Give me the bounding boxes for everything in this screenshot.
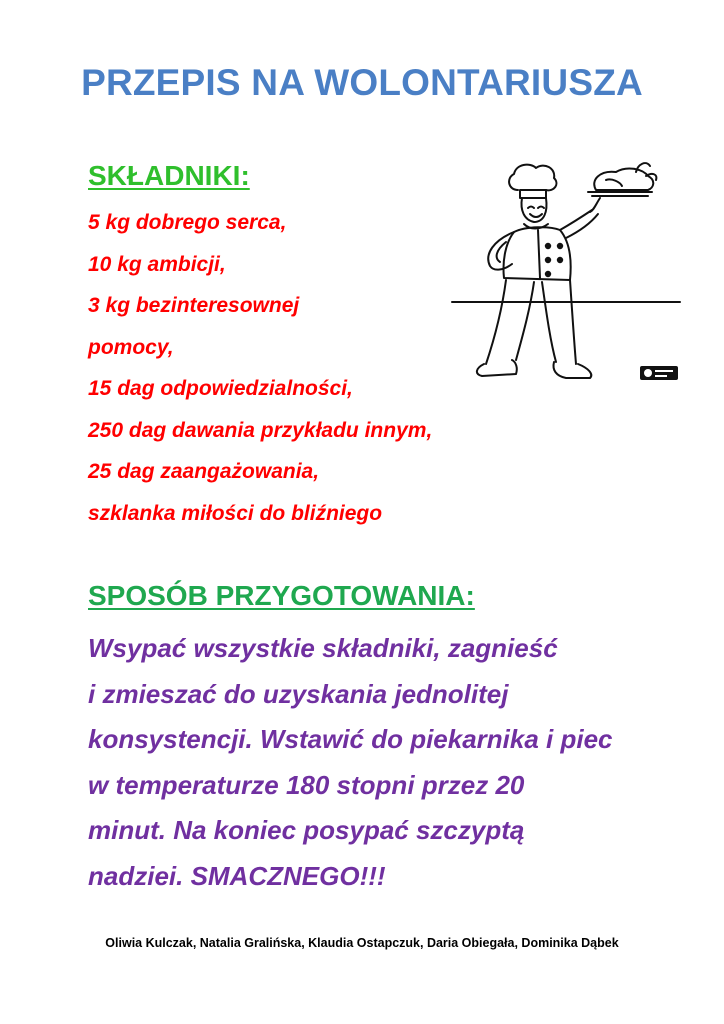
method-line: konsystencji. Wstawić do piekarnika i piec	[88, 724, 613, 754]
ingredient-item: 10 kg ambicji,	[88, 252, 226, 276]
chef-with-roast-icon	[450, 150, 682, 386]
method-line: minut. Na koniec posypać szczyptą	[88, 815, 525, 845]
ingredient-item: 25 dag zaangażowania,	[88, 460, 320, 483]
ingredients-heading: SKŁADNIKI:	[88, 160, 250, 191]
ingredient-item: szklanka miłości do bliźniego	[88, 501, 383, 525]
ingredient-item: 5 kg dobrego serca,	[88, 211, 287, 234]
ingredients-list	[88, 208, 432, 540]
method-line: Wsypać wszystkie składniki, zagnieść	[88, 633, 558, 663]
ingredient-item: 3 kg bezinteresownej	[88, 294, 300, 317]
ingredient-item: 15 dag odpowiedzialności,	[88, 377, 353, 400]
ingredient-item: 250 dag dawania przykładu innym,	[88, 418, 433, 442]
authors-footer: Oliwia Kulczak, Natalia Gralińska, Klaudia Ostapczuk, Daria Obiegała, Dominika Dąbek	[105, 936, 619, 950]
method-line: i zmieszać do uzyskania jednolitej	[88, 678, 509, 709]
ingredient-item: pomocy,	[88, 335, 174, 359]
page-title: PRZEPIS NA WOLONTARIUSZA	[81, 62, 643, 103]
method-line: nadziei. SMACZNEGO!!!	[88, 860, 386, 891]
method-paragraph	[88, 626, 658, 899]
method-heading: SPOSÓB PRZYGOTOWANIA:	[88, 580, 475, 611]
method-line: w temperaturze 180 stopni przez 20	[88, 769, 525, 800]
